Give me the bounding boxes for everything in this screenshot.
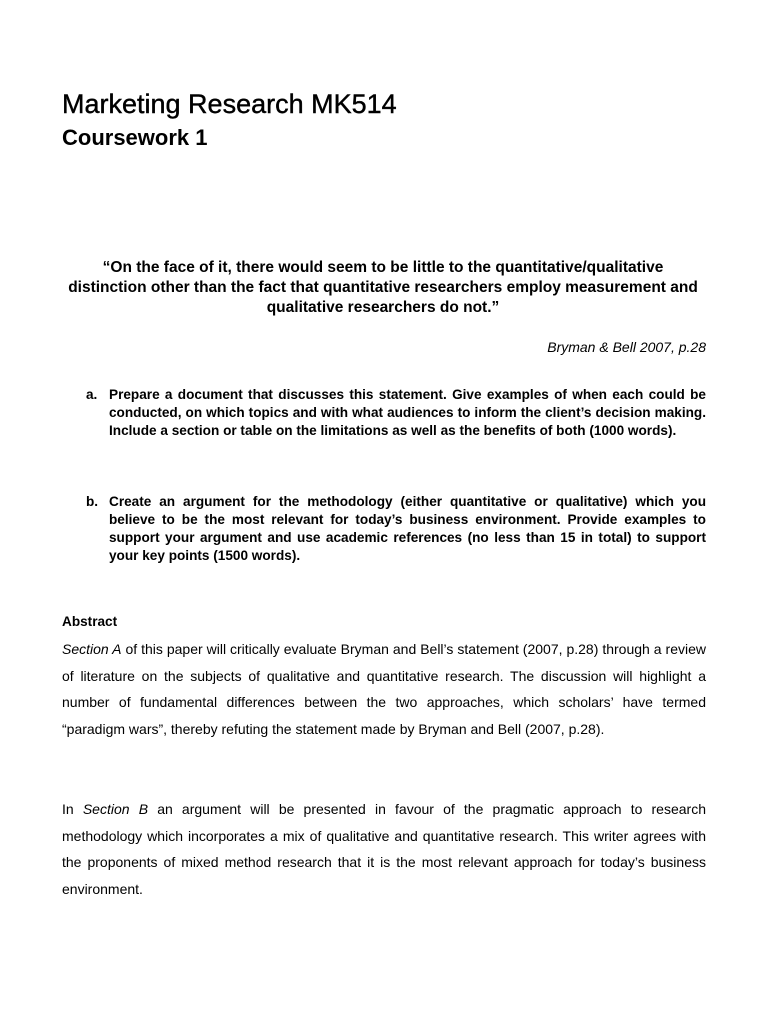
task-letter: a. <box>86 387 98 402</box>
section-a-label: Section A <box>62 641 122 657</box>
abstract-paragraph-1-text: of this paper will critically evaluate Bryman and Bell’s statement (2007, p.28) through a review of literature on the subjects of qualitative and quantitative research. The discussion will highlight a number of fundamental differences between the two approaches, which scholars’ have termed “paradigm wars”, thereby refuting the statement made by Bryman and Bell (2007, p.28). <box>62 641 706 737</box>
document-subtitle: Coursework 1 <box>62 125 208 150</box>
quote-block: “On the face of it, there would seem to be little to the quantitative/qualitative distinction other than the fact that quantitative researchers employ measurement and qualitative researchers do not.” <box>68 259 698 316</box>
task-item-b <box>86 493 706 565</box>
section-b-label: Section B <box>82 801 149 817</box>
quote-citation: Bryman & Bell 2007, p.28 <box>547 339 706 355</box>
abstract-paragraph-1 <box>62 636 706 742</box>
task-text: Prepare a document that discusses this statement. Give examples of when each could be conducted, on which topics and with what audiences to inform the client’s decision making. Include a section or table on the limitations as well as the benefits of both (1000 words). <box>109 387 706 438</box>
abstract-paragraph-2 <box>62 796 706 902</box>
task-item-a <box>86 386 706 440</box>
document-title: Marketing Research MK514 <box>62 89 397 119</box>
task-text: Create an argument for the methodology (either quantitative or qualitative) which you believe to be the most relevant for today’s business environment. Provide examples to support your argument and use academic references (no less than 15 in total) to support your key points (1500 words). <box>109 494 706 563</box>
task-letter: b. <box>86 494 99 509</box>
abstract-heading: Abstract <box>62 614 118 629</box>
abstract-paragraph-2-text: an argument will be presented in favour of the pragmatic approach to research methodology which incorporates a mix of qualitative and quantitative research. This writer agrees with the proponents of mixed method research that it is the most relevant approach for today’s business environment. <box>62 801 706 897</box>
abstract-paragraph-2-prefix: In <box>62 801 83 817</box>
